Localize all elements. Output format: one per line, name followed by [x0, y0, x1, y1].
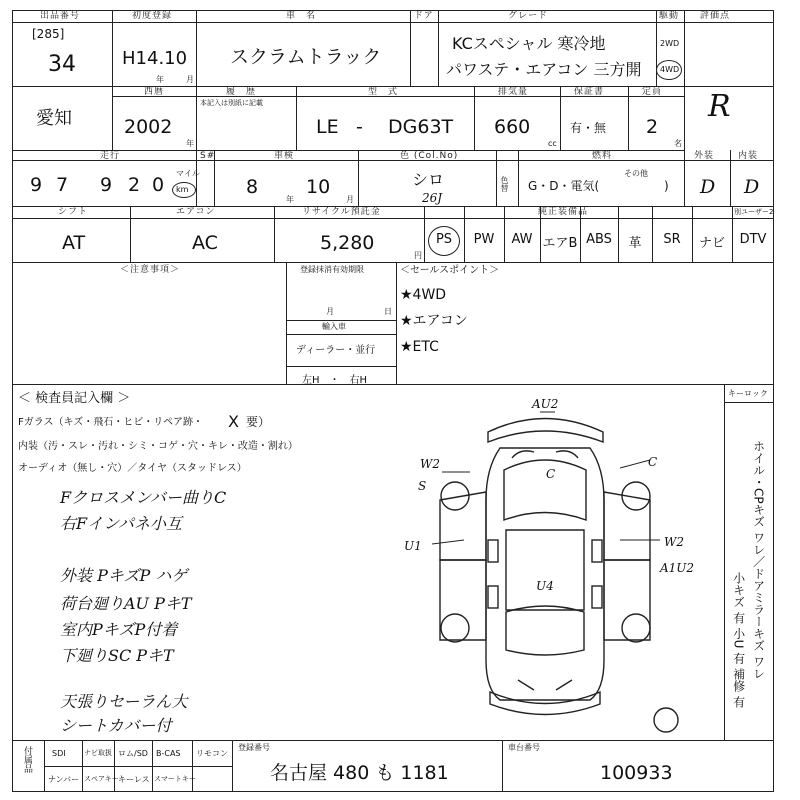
register-day-unit: 日	[384, 307, 392, 316]
exterior-value: D	[700, 176, 716, 198]
ac-label: エアコン	[176, 207, 216, 217]
door-label: ドア	[414, 11, 434, 21]
lock-label: キーロック	[728, 389, 768, 398]
inspection-label: 車検	[274, 151, 295, 161]
acc-spare-key: スペアキー	[84, 775, 119, 783]
model-code: DG63T	[388, 116, 454, 138]
lot-number: 34	[48, 52, 76, 77]
equip-navi: ナビ	[698, 236, 725, 251]
notes-label: ＜注意事項＞	[120, 265, 181, 275]
fuel-close: )	[664, 179, 669, 193]
audio-line: オーディオ（無し・穴）／タイヤ（スタッドレス）	[18, 463, 247, 474]
note-4: 荷台廻りAU PキT	[60, 594, 192, 613]
drive-4wd: 4WD	[660, 65, 680, 74]
grade-line-2: パワステ・エアコン 三方開	[446, 60, 642, 79]
ac-value: AC	[192, 232, 218, 254]
equip-pw: PW	[473, 232, 495, 247]
mileage-digit-3: 9	[100, 174, 113, 196]
model-dash: -	[356, 116, 363, 138]
color-label: 色 (Col.No)	[400, 151, 459, 161]
history-sub: 本記入は別紙に記載	[200, 99, 263, 107]
first-reg-value: H14.10	[122, 48, 188, 69]
vin-label: 車台番号	[508, 743, 540, 752]
reg-label: 登録番号	[238, 743, 270, 752]
acc-rom: ロム/SD	[118, 749, 148, 758]
glass-mark: X	[228, 412, 239, 431]
glass-required: 要）	[246, 415, 271, 429]
capacity-value: 2	[646, 116, 659, 138]
sales-point-3: ★ETC	[400, 339, 439, 355]
equip-aw: AW	[511, 232, 533, 247]
equip-airbag: エアB	[542, 236, 578, 251]
displacement-label: 排気量	[498, 87, 529, 97]
acc-navi: ナビ取扱	[84, 749, 112, 757]
drive-2wd: 2WD	[660, 39, 680, 48]
warranty-label: 保証書	[574, 87, 605, 97]
accessories-label: 付属品	[22, 746, 32, 773]
car-name-label: 車 名	[286, 11, 317, 21]
score-value: R	[708, 89, 731, 124]
mark-left-top: W2	[420, 457, 440, 471]
grade-label: グレード	[508, 11, 549, 21]
side-text-2: 小キズ 有 小U 有 補修 有	[731, 572, 746, 708]
vin-value: 100933	[600, 762, 673, 784]
interior-line: 内装（汚・スレ・汚れ・シミ・コゲ・穴・キレ・改造・割れ）	[18, 441, 298, 452]
equip-dtv: DTV	[739, 232, 767, 247]
lot-label: 出品番号	[40, 11, 81, 21]
shift-label: シフト	[58, 207, 89, 217]
color-change-label: 色替	[500, 176, 509, 192]
car-name: スクラムトラック	[230, 46, 382, 68]
mark-right-top: C	[648, 455, 658, 469]
acc-bcas: B-CAS	[156, 749, 181, 758]
mark-bed: U4	[536, 579, 554, 593]
first-reg-month-unit: 月	[186, 75, 194, 84]
note-1: Fクロスメンバー曲りC	[60, 488, 227, 507]
inspect-month-unit: 月	[346, 195, 354, 204]
mileage-digit-4: 2	[128, 174, 141, 196]
note-2: 右Fインパネ小互	[60, 514, 182, 533]
glass-line: Fガラス（キズ・飛石・ヒビ・リペア跡・	[18, 417, 204, 428]
recycle-label: リサイクル預託金	[302, 207, 381, 217]
capacity-unit: 名	[674, 139, 682, 148]
exterior-label: 外装	[694, 151, 715, 161]
model-prefix: LE	[316, 116, 339, 138]
history-label: 履 歴	[226, 87, 257, 97]
color-number: 26J	[422, 191, 443, 205]
first-reg-year-unit: 年	[156, 75, 164, 84]
extra-label: 別ユーザー2	[734, 208, 774, 216]
acc-keyless: キーレス	[118, 775, 150, 784]
shift-value: AT	[62, 232, 86, 254]
equip-label: 純正装備品	[538, 207, 589, 217]
mile-label: マイル	[176, 169, 200, 178]
equip-abs: ABS	[586, 232, 612, 247]
side-text-1: ホイル・CPキズ ワレ／ドアミラーキズ ワレ	[751, 440, 766, 680]
mark-left-mid: U1	[404, 539, 422, 553]
inspect-month: 10	[306, 176, 331, 198]
mileage-digit-2: 7	[56, 174, 69, 196]
recycle-unit: 円	[414, 251, 422, 260]
acc-remote: リモコン	[196, 749, 228, 758]
import-label: 輸入車	[322, 322, 346, 331]
color-value: シロ	[412, 170, 445, 189]
inspect-year: 8	[246, 176, 259, 198]
year-label: 西暦	[144, 87, 165, 97]
register-month-unit: 月	[326, 307, 334, 316]
acc-number: ナンバー	[48, 775, 80, 784]
mileage-digit-1: 9	[30, 174, 43, 196]
sales-point-1: ★4WD	[400, 287, 447, 303]
register-label: 登録抹消有効期限	[300, 265, 364, 274]
displacement-unit: cc	[548, 139, 557, 148]
inspect-year-unit: 年	[286, 195, 294, 204]
drive-label: 駆動	[659, 11, 680, 21]
handle-value: 左H ・ 右H	[302, 375, 368, 386]
equip-ps: PS	[435, 232, 453, 247]
capacity-label: 定員	[642, 87, 663, 97]
acc-smart-key: スマートキー	[154, 775, 196, 783]
mark-right-w: W2	[664, 535, 684, 549]
mark-center: C	[546, 467, 556, 481]
fuel-value: G・D・電気(	[528, 179, 600, 193]
displacement-value: 660	[494, 116, 531, 138]
note-7: 天張りセーラん大	[60, 692, 188, 711]
fuel-other: その他	[624, 169, 648, 178]
inspection-title: ＜ 検査員記入欄 ＞	[18, 391, 131, 406]
note-6: 下廻りSC PキT	[60, 646, 174, 665]
mileage-digit-5: 0	[152, 174, 165, 196]
note-5: 室内PキズP付着	[60, 620, 178, 639]
dealer-value: ディーラー・並行	[296, 345, 376, 356]
model-label: 型 式	[368, 87, 399, 97]
first-reg-label: 初度登録	[132, 11, 173, 21]
acc-sdi: SDI	[52, 749, 66, 758]
mark-top: AU2	[532, 397, 559, 411]
equip-leather: 革	[628, 236, 642, 251]
lot-bracket: [285]	[32, 27, 65, 41]
interior-value: D	[744, 176, 760, 198]
year-unit: 年	[186, 139, 194, 148]
score-label: 評価点	[700, 11, 731, 21]
sales-point-2: ★エアコン	[400, 313, 468, 329]
year-value: 2002	[124, 116, 173, 138]
s-label: S#	[200, 151, 216, 161]
mark-left-s: S	[418, 479, 427, 493]
sales-label: ＜セールスポイント＞	[400, 265, 500, 276]
fuel-label: 燃料	[592, 151, 613, 161]
recycle-value: 5,280	[320, 232, 375, 254]
mark-right-au: A1U2	[660, 561, 695, 575]
equip-sr: SR	[663, 232, 681, 247]
grade-line-1: KCスペシャル 寒冷地	[452, 34, 606, 53]
km-label: km	[176, 185, 189, 194]
reg-value: 名古屋 480 も 1181	[270, 762, 449, 784]
area-value: 愛知	[36, 108, 72, 129]
note-8: シートカバー付	[60, 716, 172, 735]
interior-label: 内装	[738, 151, 759, 161]
warranty-value: 有・無	[570, 121, 607, 135]
mileage-label: 走行	[100, 151, 121, 161]
note-3: 外装 PキズP ハゲ	[60, 566, 188, 585]
